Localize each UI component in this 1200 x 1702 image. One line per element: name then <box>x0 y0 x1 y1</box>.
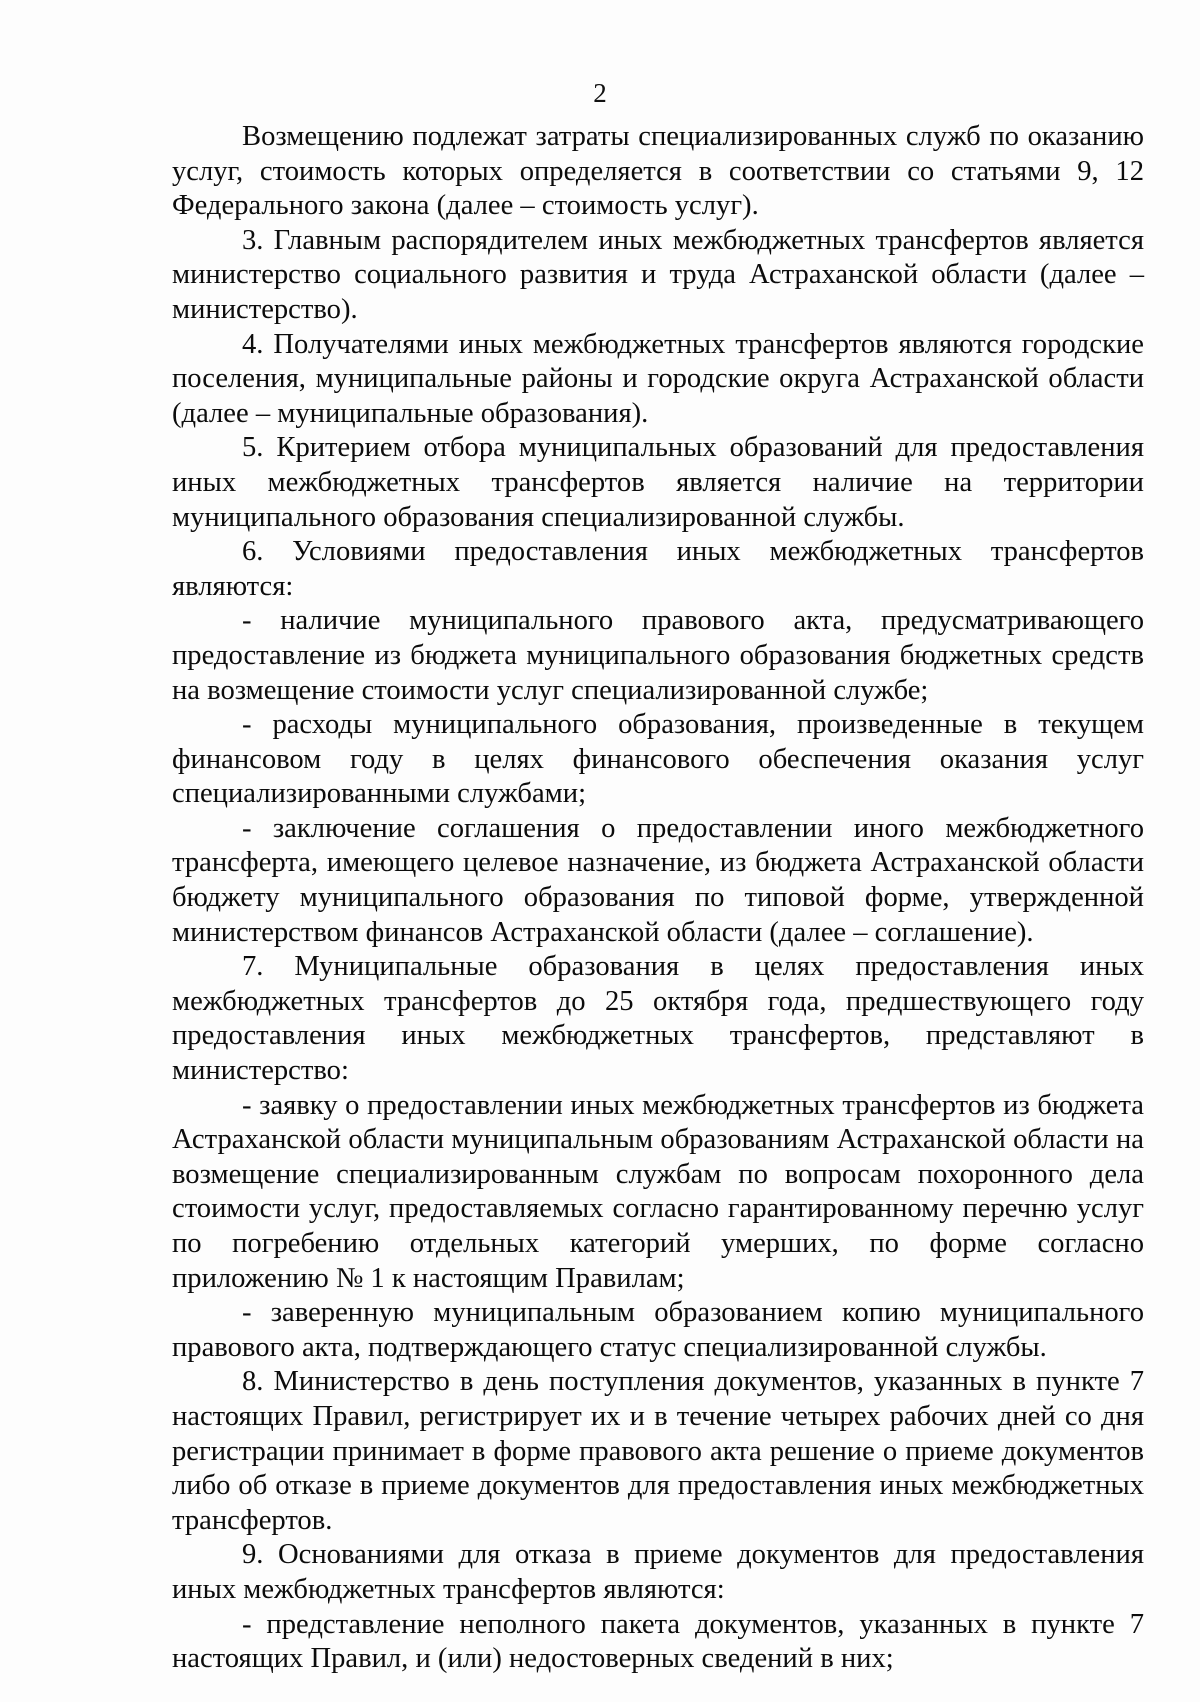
paragraph-7-submission: 7. Муниципальные образования в целях предоставления иных межбюджетных трансфертов до 25 октября года, предшествующего году предоставления иных межбюджетных трансфертов, представляют в министерство: <box>172 951 1144 1087</box>
list-item-incomplete-package: - представление неполного пакета документов, указанных в пункте 7 настоящих Правил, и (или) недостоверных сведений в них; <box>172 1608 1144 1675</box>
paragraph-5-selection-criterion: 5. Критерием отбора муниципальных образований для предоставления иных межбюджетных трансфертов является наличие на территории муниципального образования специализированной службы. <box>172 432 1144 533</box>
document-body <box>172 120 1144 1677</box>
list-item-expenses: - расходы муниципального образования, произведенные в текущем финансовом году в целях финансового обеспечения оказания услуг специализированными службами; <box>172 709 1144 810</box>
paragraph-9-refusal-grounds: 9. Основаниями для отказа в приеме документов для предоставления иных межбюджетных трансфертов являются: <box>172 1539 1144 1605</box>
paragraph-6-conditions: 6. Условиями предоставления иных межбюджетных трансфертов являются: <box>172 536 1144 602</box>
list-item-agreement: - заключение соглашения о предоставлении иного межбюджетного трансферта, имеющего целевое назначение, из бюджета Астраханской области бюджету муниципального образования по типовой форме, утвержденной министерством финансов Астраханской области (далее – соглашение). <box>172 812 1144 948</box>
page-number: 2 <box>593 78 607 108</box>
paragraph-3-main-administrator: 3. Главным распорядителем иных межбюджетных трансфертов является министерство социального развития и труда Астраханской области (далее – министерство). <box>172 224 1144 325</box>
list-item-legal-act: - наличие муниципального правового акта, предусматривающего предоставление из бюджета муниципального образования бюджетных средств на возмещение стоимости услуг специализированной службе; <box>172 605 1144 706</box>
paragraph-8-registration: 8. Министерство в день поступления документов, указанных в пункте 7 настоящих Правил, регистрирует их и в течение четырех рабочих дней со дня регистрации принимает в форме правового акта решение о приеме документов либо об отказе в приеме документов для предоставления иных межбюджетных трансфертов. <box>172 1366 1144 1536</box>
paragraph-4-recipients: 4. Получателями иных межбюджетных трансфертов являются городские поселения, муниципальные районы и городские округа Астраханской области (далее – муниципальные образования). <box>172 328 1144 429</box>
list-item-certified-copy: - заверенную муниципальным образованием копию муниципального правового акта, подтверждающего статус специализированной службы. <box>172 1297 1144 1363</box>
paragraph-reimbursement: Возмещению подлежат затраты специализированных служб по оказанию услуг, стоимость которых определяется в соответствии со статьями 9, 12 Федерального закона (далее – стоимость услуг). <box>172 121 1144 222</box>
list-item-application: - заявку о предоставлении иных межбюджетных трансфертов из бюджета Астраханской области муниципальным образованиям Астраханской области на возмещение специализированным службам по вопросам похоронного дела стоимости услуг, предоставляемых согласно гарантированному перечню услуг по погребению отдельных категорий умерших, по форме согласно приложению № 1 к настоящим Правилам; <box>172 1089 1144 1294</box>
